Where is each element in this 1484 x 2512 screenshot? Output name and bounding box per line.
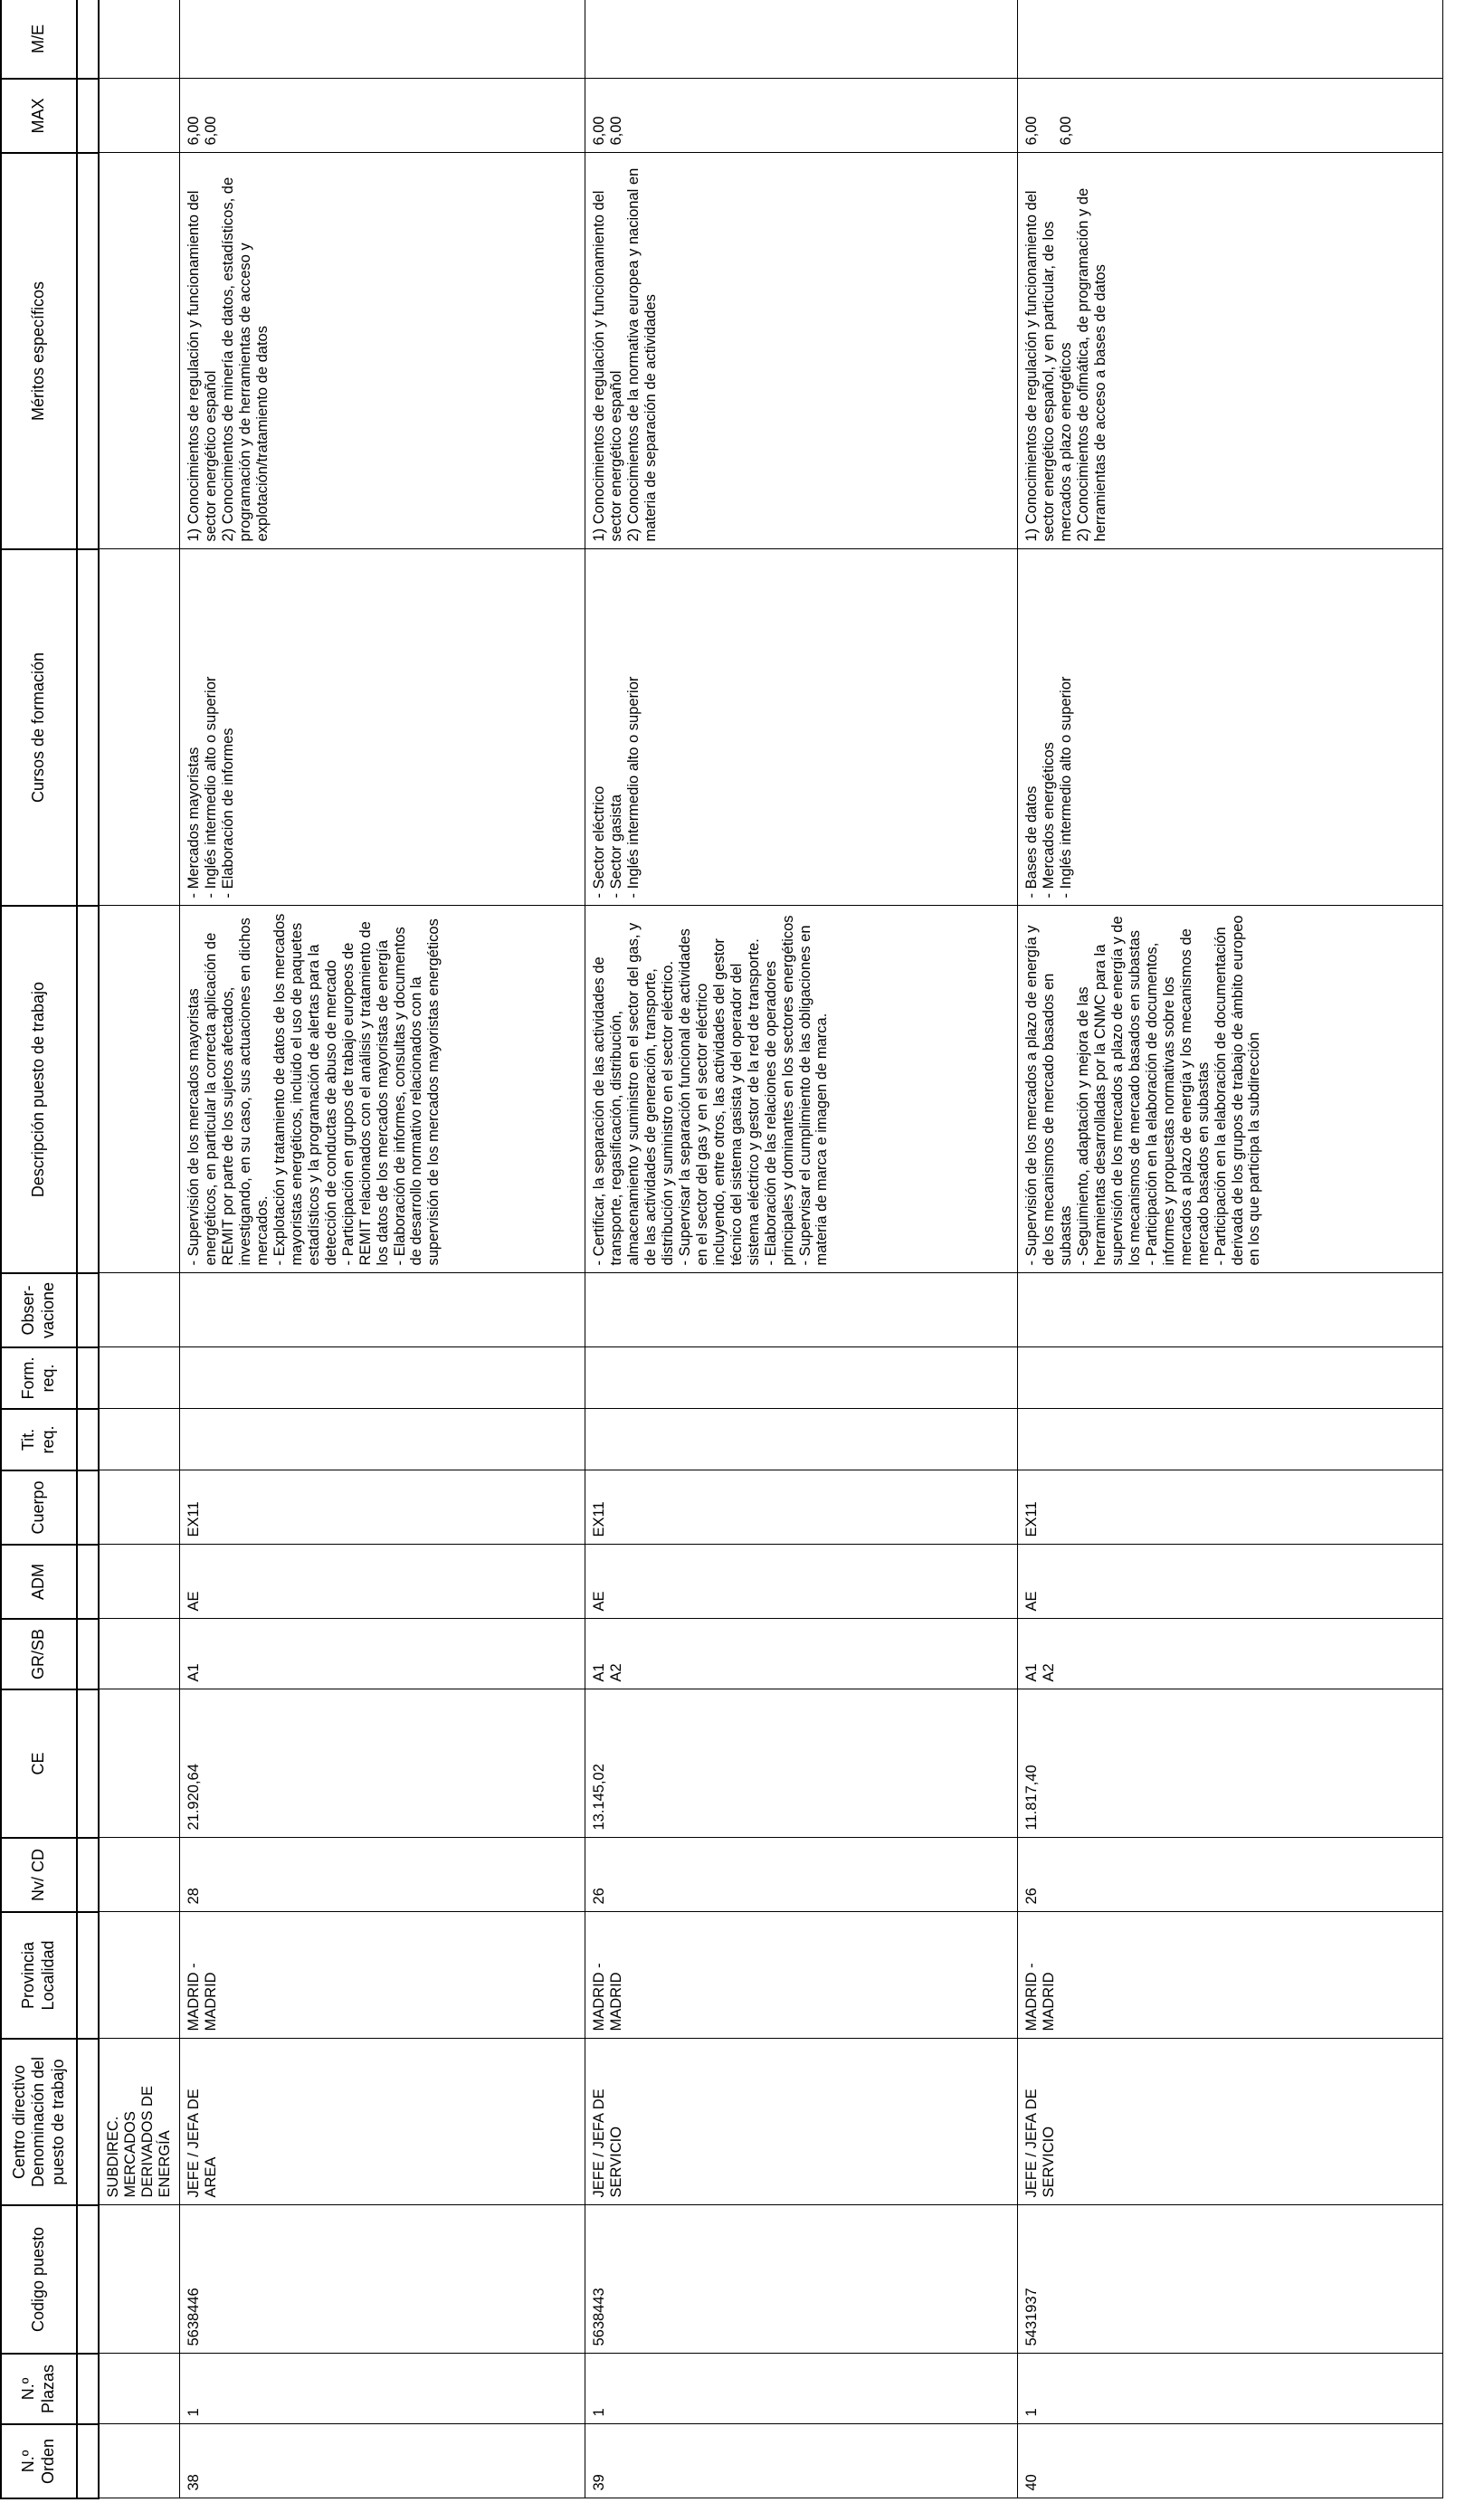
cell-ce: 13.145,02 (585, 1689, 1017, 1838)
cell-max: 6,00 6,00 (585, 79, 1017, 153)
cell-grsb: A1 A2 (585, 1619, 1017, 1689)
header-descripcion: Descripción puesto de trabajo (1, 906, 77, 1273)
header-centro: Centro directivo Denominación del puesto de trabajo (1, 2039, 77, 2205)
cell-obs (179, 1273, 585, 1347)
cell-me (179, 0, 585, 79)
cell-adm: AE (1017, 1545, 1442, 1619)
header-max: MAX (1, 79, 77, 153)
header-adm: ADM (1, 1545, 77, 1619)
cell-descripcion: - Supervisión de los mercados a plazo de energía y de los mecanismos de mercado basados en subastas - Seguimiento, adaptación y mejora de las herramientas desarrolladas por la CNMC para la supervisión de los mercados a plazo de energía y de los mecanismos de mercado basados en subastas - Participación en la elaboración de documentos, informes y propuestas normativas sobre los mercados a plazo de energía y los mecanismos de mercado basados en subastas - Participación en la elaboración de documentación derivada de los grupos de trabajo de ámbito europeo en los que participa la subdirección (1017, 906, 1442, 1273)
header-grsb: GR/SB (1, 1619, 77, 1689)
cell-tit (585, 1409, 1017, 1470)
cell-grsb: A1 (179, 1619, 585, 1689)
cell-me (1017, 0, 1442, 79)
header-orden: N.º Orden (1, 2424, 77, 2498)
cell-form (585, 1347, 1017, 1409)
cell-adm: AE (179, 1545, 585, 1619)
cell-meritos: 1) Conocimientos de regulación y funcionamiento del sector energético español 2) Conocimientos de la normativa europea y nacional en materia de separación de actividades (585, 153, 1017, 549)
cell-plazas: 1 (1017, 2354, 1442, 2424)
cell-codigo: 5431937 (1017, 2205, 1442, 2354)
header-cuerpo: Cuerpo (1, 1470, 77, 1545)
cell-obs (585, 1273, 1017, 1347)
cell-nivel: 26 (1017, 1838, 1442, 1912)
table-row (1017, 0, 1442, 2498)
header-tit: Tit. req. (1, 1409, 77, 1470)
header-meritos: Méritos específicos (1, 153, 77, 549)
header-ce: CE (1, 1689, 77, 1838)
header-nivel: Nv/ CD (1, 1838, 77, 1912)
header-spacer-row (77, 0, 99, 2498)
table-row (179, 0, 585, 2498)
cell-nivel: 28 (179, 1838, 585, 1912)
header-obs: Obser- vacione (1, 1273, 77, 1347)
cell-cursos: - Bases de datos - Mercados energéticos - Inglés intermedio alto o superior (1017, 549, 1442, 906)
cell-provincia: MADRID - MADRID (179, 1912, 585, 2039)
cell-provincia: MADRID - MADRID (1017, 1912, 1442, 2039)
header-codigo: Codigo puesto (1, 2205, 77, 2354)
cell-descripcion: - Supervisión de los mercados mayoristas energéticos, en particular la correcta aplicación de REMIT por parte de los sujetos afectados, investigando, en su caso, sus actuaciones en dichos mercados. - Explotación y tratamiento de datos de los mercados mayoristas energéticos, incluido el uso de paquetes estadísticos y la programación de alertas para la detección de conductas de abuso de mercado - Participación en grupos de trabajo europeos de REMIT relacionados con el análisis y tratamiento de los datos de los mercados mayoristas de energía - Elaboración de informes, consultas y documentos de desarrollo normativo relacionados con la supervisión de los mercados mayoristas energéticos (179, 906, 585, 1273)
cell-plazas: 1 (585, 2354, 1017, 2424)
cell-puesto: JEFE / JEFA DE AREA (179, 2039, 585, 2205)
cell-puesto: JEFE / JEFA DE SERVICIO (1017, 2039, 1442, 2205)
header-me: M/E (1, 0, 77, 79)
cell-max: 6,00 6,00 (1017, 79, 1442, 153)
cell-cuerpo: EX11 (179, 1470, 585, 1545)
cell-me (585, 0, 1017, 79)
cell-obs (1017, 1273, 1442, 1347)
cell-adm: AE (585, 1545, 1017, 1619)
cell-grsb: A1 A2 (1017, 1619, 1442, 1689)
cell-cursos: - Mercados mayoristas - Inglés intermedio alto o superior - Elaboración de informes (179, 549, 585, 906)
header-row (1, 0, 77, 2498)
header-provincia: Provincia Localidad (1, 1912, 77, 2039)
cell-form (179, 1347, 585, 1409)
cell-tit (1017, 1409, 1442, 1470)
cell-cuerpo: EX11 (1017, 1470, 1442, 1545)
cell-form (1017, 1347, 1442, 1409)
cell-orden: 38 (179, 2424, 585, 2498)
section-title: SUBDIREC. MERCADOS DERIVADOS DE ENERGÍA (99, 2039, 179, 2205)
cell-cursos: - Sector eléctrico - Sector gasista - Inglés intermedio alto o superior (585, 549, 1017, 906)
cell-codigo: 5638443 (585, 2205, 1017, 2354)
cell-orden: 39 (585, 2424, 1017, 2498)
cell-descripcion: - Certificar, la separación de las actividades de transporte, regasificación, distribución, almacenamiento y suministro en el sector del gas, y de las actividades de generación, transporte, distribución y suministro en el sector eléctrico. - Supervisar la separación funcional de actividades en el sector del gas y en el sector eléctrico incluyendo, entre otros, las actividades del gestor técnico del sistema gasista y del operador del sistema eléctrico y gestor de la red de transporte. - Elaboración de las relaciones de operadores principales y dominantes en los sectores energéticos - Supervisar el cumplimiento de las obligaciones en materia de marca e imagen de marca. (585, 906, 1017, 1273)
cell-ce: 11.817,40 (1017, 1689, 1442, 1838)
cell-orden: 40 (1017, 2424, 1442, 2498)
cell-provincia: MADRID - MADRID (585, 1912, 1017, 2039)
cell-cuerpo: EX11 (585, 1470, 1017, 1545)
cell-ce: 21.920,64 (179, 1689, 585, 1838)
table-row (585, 0, 1017, 2498)
header-form: Form. req. (1, 1347, 77, 1409)
cell-codigo: 5638446 (179, 2205, 585, 2354)
section-row (99, 0, 179, 2498)
cell-meritos: 1) Conocimientos de regulación y funcionamiento del sector energético español, y en particular, de los mercados a plazo energéticos 2) Conocimientos de ofimática, de programación y de herramientas de acceso a bases de datos (1017, 153, 1442, 549)
header-cursos: Cursos de formación (1, 549, 77, 906)
cell-nivel: 26 (585, 1838, 1017, 1912)
cell-max: 6,00 6,00 (179, 79, 585, 153)
cell-tit (179, 1409, 585, 1470)
cell-puesto: JEFE / JEFA DE SERVICIO (585, 2039, 1017, 2205)
cell-meritos: 1) Conocimientos de regulación y funcionamiento del sector energético español 2) Conocimientos de minería de datos, estadísticos, de programación y de herramientas de acceso y explotación/tratamiento de datos (179, 153, 585, 549)
header-plazas: N.º Plazas (1, 2354, 77, 2424)
cell-plazas: 1 (179, 2354, 585, 2424)
